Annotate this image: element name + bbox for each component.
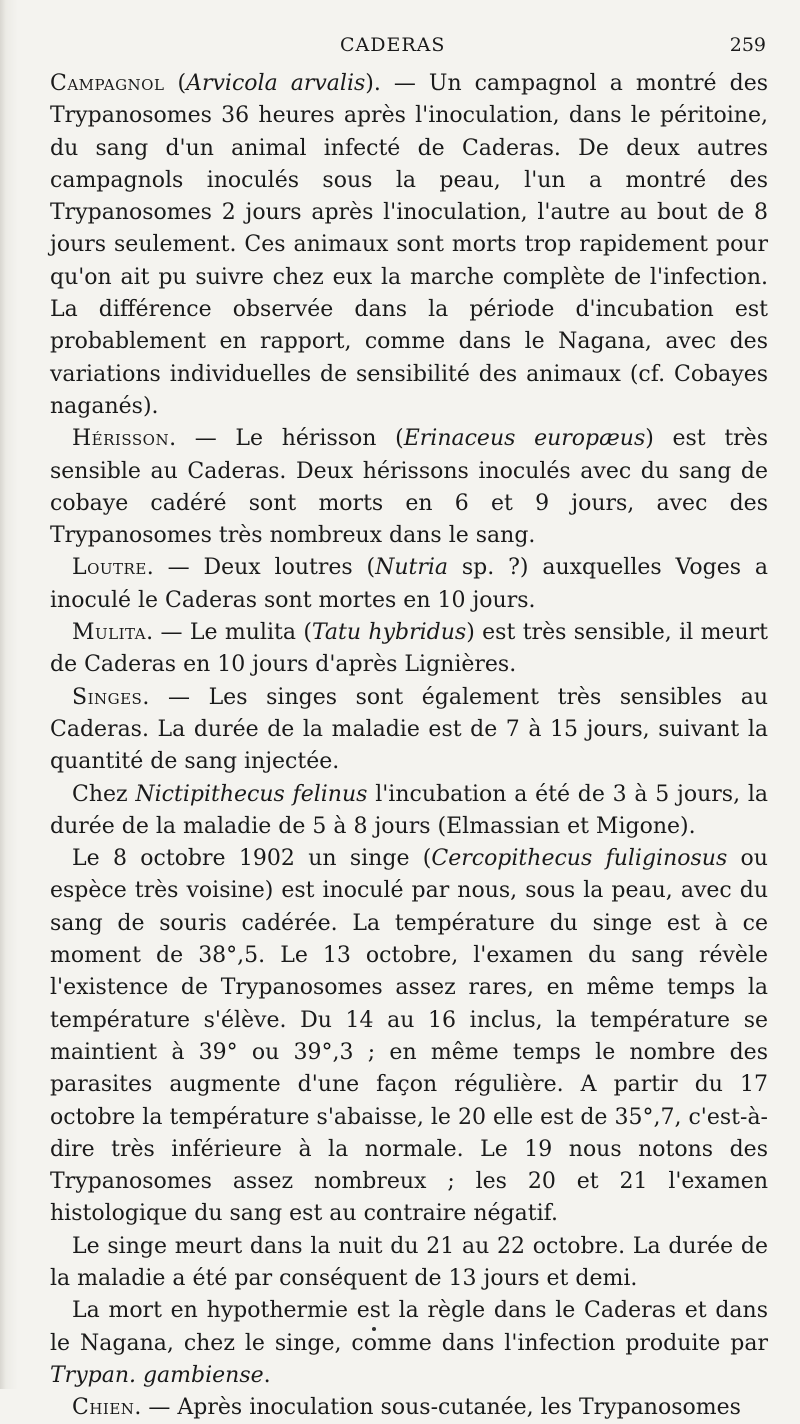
species-name: Nictipithecus felinus [135,781,368,807]
paragraph [50,68,768,423]
paragraph [50,1295,768,1392]
paragraph [50,1392,768,1424]
text-run: Chez [72,781,136,807]
text-run: . — Deux loutres ( [146,555,376,581]
section-heading: Loutre [72,555,147,581]
text-run: . [263,1362,271,1388]
paragraph [50,617,768,682]
section-heading: Singes [72,684,143,710]
species-name: Arvicola arvalis [186,71,366,96]
running-title: CADERAS [340,34,446,56]
text-run: ). — Un campagnol a montré des Trypanosomes 36 heures après l'inoculation, dans le péritoine, du sang d'un animal infecté de Caderas. De deux autres campagnols inoculés sous la peau, l'un a montré des Trypanosomes 2 jours après l'inoculation, l'autre au bout de 8 jours seulement. Ces animaux sont morts trop rapidement pour qu'on ait pu suivre chez eux la marche complète de l'infection. La différence observée dans la période d'incubation est probablement en rapport, comme dans le Nagana, avec des variations individuelles de sensibilité des animaux (cf. Cobayes naganés). [50,71,769,419]
section-heading: Campagnol [50,71,165,96]
body-text [50,68,768,1424]
text-run: La mort en hypothermie est la règle dans le Caderas et dans le Nagana, chez le singe, comme dans l'infection produite par [50,1298,768,1356]
page-number: 259 [729,34,766,56]
page-header [0,34,800,56]
text-run: . — Après inoculation sous-cutanée, les Trypanosomes [134,1395,741,1421]
paragraph [50,552,768,617]
section-heading: Hérisson [72,426,170,452]
text-run: . — Le hérisson ( [169,426,404,452]
paragraph [50,779,768,844]
text-run: Le singe meurt dans la nuit du 21 au 22 octobre. La durée de la maladie a été par conséquent de 13 jours et demi. [50,1233,768,1291]
text-run: l'incubation a été de 3 à 5 jours, la durée de la maladie de 5 à 8 jours (Elmassian et Migone). [50,781,768,839]
species-name: Trypan. gambiense [50,1362,264,1388]
text-run: Le 8 octobre 1902 un singe ( [72,846,432,872]
paragraph [50,682,768,779]
section-heading: Chien [72,1395,135,1421]
species-name: Nutria [375,555,449,581]
text-run: ( [164,71,187,96]
paragraph [50,1231,768,1296]
species-name: Cercopithecus fuliginosus [431,846,728,872]
text-run: sp. ?) auxquelles Voges a inoculé le Caderas sont mortes en 10 jours. [50,555,768,613]
text-run: . — Les singes sont également très sensibles au Caderas. La durée de la maladie est de 7 à 15 jours, suivant la quantité de sang injectée. [50,684,768,775]
text-run: ) est très sensible au Caderas. Deux hérissons inoculés avec du sang de cobaye cadéré sont morts en 6 et 9 jours, avec des Trypanosomes très nombreux dans le sang. [50,426,768,549]
species-name: Erinaceus europæus [403,426,646,452]
section-heading: Mulita [72,620,147,646]
species-name: Tatu hybridus [311,620,467,646]
paragraph [50,843,768,1231]
text-run: ) est très sensible, il meurt de Caderas en 10 jours d'après Lignières. [50,620,768,678]
print-speck [372,1327,376,1331]
text-run: . — Le mulita ( [146,620,312,646]
paragraph [50,423,768,552]
text-run: ou espèce très voisine) est inoculé par nous, sous la peau, avec du sang de souris cadérée. La température du singe est à ce moment de 38°,5. Le 13 octobre, l'examen du sang révèle l'existence de Trypanosomes assez rares, en même temps la température s'élève. Du 14 au 16 inclus, la température se maintient à 39° ou 39°,3 ; en même temps le nombre des parasites augmente d'une façon régulière. A partir du 17 octobre la température s'abaisse, le 20 elle est de 35°,7, c'est-à-dire très inférieure à la normale. Le 19 nous notons des Trypanosomes assez nombreux ; les 20 et 21 l'examen histologique du sang est au contraire négatif. [50,846,768,1227]
